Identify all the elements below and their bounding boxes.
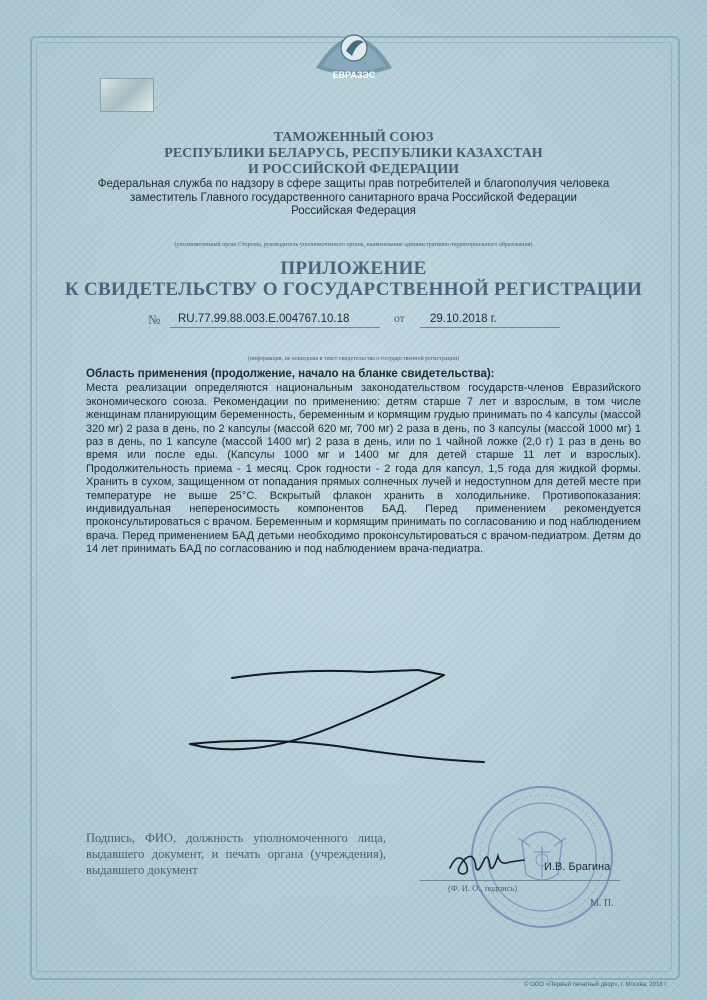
signature-label: Подпись, ФИО, должность уполномоченного лица, выдавшего документ, и печать органа (учреждения), выдавшего документ [86,831,386,877]
agency-line-1: Федеральная служба по надзору в сфере защиты прав потребителей и благополучия человека [97,178,610,190]
title-line-2: К СВИДЕТЕЛЬСТВУ О ГОСУДАРСТВЕННОЙ РЕГИСТРАЦИИ [64,279,643,300]
signer-name: И.В. Брагина [544,861,611,873]
seal-caption: М. П. [590,898,614,909]
registration-number: RU.77.99.88.003.E.004767.10.18 [178,313,350,325]
number-sign: № [148,312,161,327]
union-line-3: И РОССИЙСКОЙ ФЕДЕРАЦИИ [248,162,459,177]
agency-caption: (уполномоченный орган Стороны, руководитель уполномоченного органа, наименование административно-территориального образования) [174,242,533,248]
title-line-1: ПРИЛОЖЕНИЕ [280,258,427,279]
union-line-2: РЕСПУБЛИКИ БЕЛАРУСЬ, РЕСПУБЛИКИ КАЗАХСТАН [164,146,543,161]
scope-text: Места реализации определяются национальным законодательством государств-членов Евразийского экономического союза. Рекомендации по применению: детям старше 7 лет и взрослым, в том числе женщинам планирующим беременность, беременным и кормящим грудью принимать по 4 капсулы (массой 320 мг) 2 раза в день, по 2 капсулы (массой 620 мг, 700 мг) 2 раза в день, по 3 капсулы (массой 1000 мг) 1 раз в день, по 1 капсуле (массой 1400 мг) 2 раза в день, или по 1 чайной ложке (2,0 г) 1 раз в день во время или после еды. (Капсулы 1000 мг и 1400 мг для детей старше 11 лет и взрослых). Продолжительность приема - 1 месяц. Срок годности - 2 года для капсул, 1,5 года для жидкой формы. Хранить в сухом, защищенном от попадания прямых солнечных лучей и недоступном для детей месте при температуре не выше 25°С. Вскрытый флакон хранить в холодильнике. Противопоказания: индивидуальная непереносимость компонентов БАД. Перед применением рекомендуется проконсультироваться с врачом. Беременным и кормящим принимать по согласованию и под наблюдением врача. Перед применением БАД детьми необходимо проконсультироваться с врачом-педиатром. Детям до 14 лет принимать БАД по согласованию и под наблюдением врача-педиатра. [86,382,641,556]
fio-caption: (Ф. И. О., подпись) [448,883,518,893]
printer-footer: © ООО «Первый печатный двор», г. Москва, 2018 г. [524,982,668,988]
from-label: от [394,313,405,325]
signature-underline [420,880,620,881]
emblem-label: ЕВРАЗЭС [332,70,376,80]
scope-heading: Область применения (продолжение, начало на бланке свидетельства): [86,368,495,380]
registration-caption: (информация, не вошедшая в текст свидетельства о государственной регистрации) [247,356,460,362]
registration-date: 29.10.2018 г. [430,313,497,325]
union-line-1: ТАМОЖЕННЫЙ СОЮЗ [273,130,434,145]
handwritten-signature [440,840,530,885]
agency-line-2: заместитель Главного государственного санитарного врача Российской Федерации [130,191,577,204]
agency-line-3: Российская Федерация [291,205,416,217]
